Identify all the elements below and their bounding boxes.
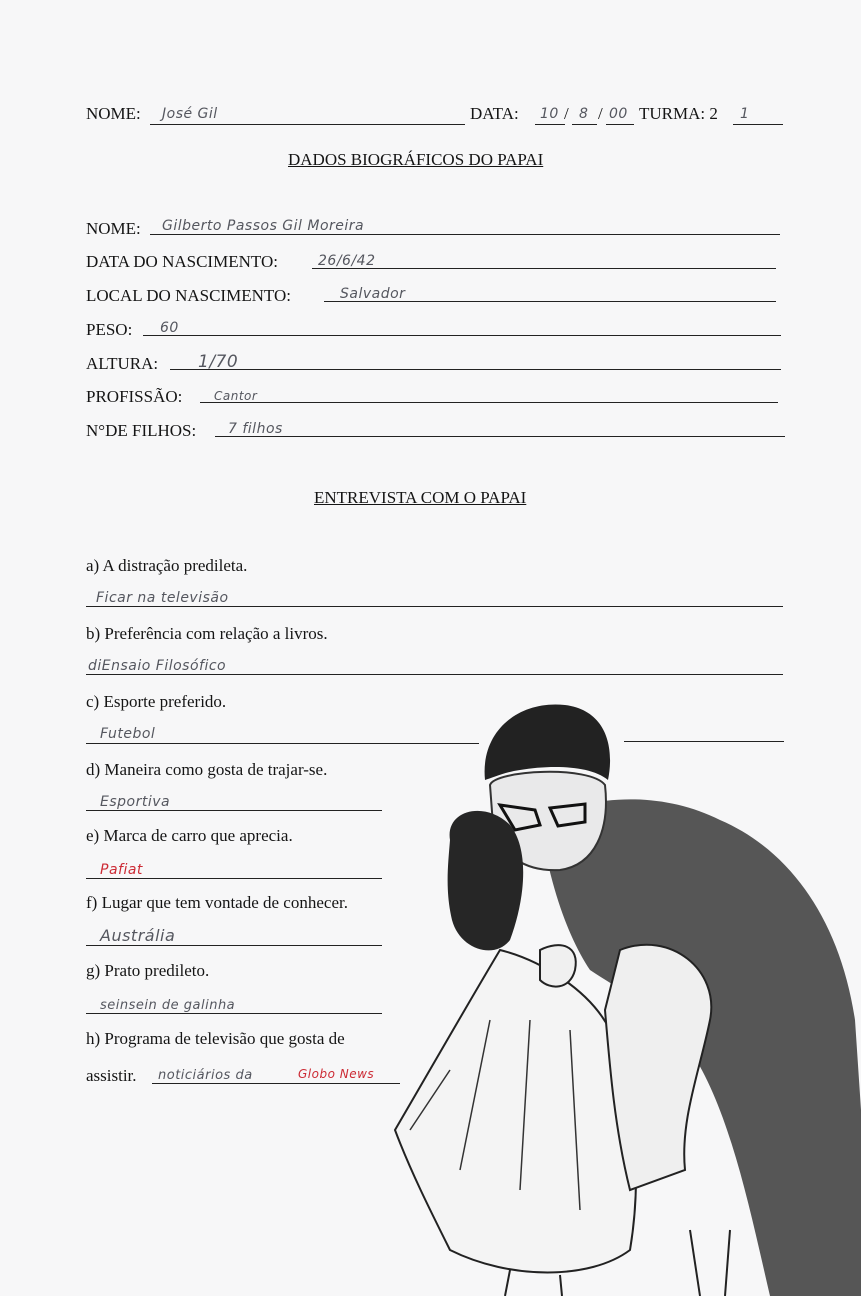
date-day: 10: [540, 106, 559, 122]
bio-field-value: 1/70: [198, 352, 239, 372]
date-label: DATA:: [470, 104, 519, 123]
answer-text: Esportiva: [100, 794, 171, 810]
child-dress: [395, 950, 636, 1273]
date-day-rule: [535, 124, 565, 125]
interview-heading: ENTREVISTA COM O PAPAI: [314, 488, 527, 507]
bio-field-label: PROFISSÃO:: [86, 387, 183, 406]
answer-text: seinsein de galinha: [100, 998, 236, 1013]
bio-field-rule: [312, 268, 776, 269]
bio-field-label: LOCAL DO NASCIMENTO:: [86, 286, 291, 305]
answer-text: Ficar na televisão: [96, 590, 229, 606]
bio-field-value: Salvador: [340, 286, 406, 302]
question-text-cont: assistir.: [86, 1066, 137, 1085]
answer-rule: [86, 810, 382, 811]
bio-field-rule: [143, 335, 781, 336]
question-text: c) Esporte preferido.: [86, 692, 227, 711]
question-text: h) Programa de televisão que gosta de: [86, 1029, 345, 1048]
bio-field-rule: [170, 369, 781, 370]
answer-rule: [86, 945, 382, 946]
answer-rule: [86, 674, 783, 675]
class-value: 1: [740, 106, 750, 122]
answer-rule: [86, 606, 783, 607]
student-name-label: NOME:: [86, 104, 141, 123]
class-label: TURMA: 2: [639, 104, 718, 123]
date-sep-2: /: [598, 104, 603, 123]
bio-field-value: Gilberto Passos Gil Moreira: [162, 218, 365, 234]
child-hair: [448, 811, 524, 951]
answer-text: diEnsaio Filosófico: [88, 658, 227, 674]
father-hugging-child-illustration: [390, 690, 861, 1296]
answer-text-red: Globo News: [298, 1067, 375, 1081]
student-name-rule: [150, 124, 465, 125]
date-sep-1: /: [564, 104, 569, 123]
bio-field-rule: [215, 436, 785, 437]
answer-text: Futebol: [100, 726, 156, 742]
father-hair: [485, 704, 610, 780]
date-month-rule: [572, 124, 597, 125]
bio-field-label: PESO:: [86, 320, 133, 339]
date-year-rule: [606, 124, 634, 125]
bio-field-value: 7 filhos: [228, 421, 283, 437]
bio-heading: DADOS BIOGRÁFICOS DO PAPAI: [288, 150, 544, 169]
bio-field-label: N°DE FILHOS:: [86, 421, 197, 440]
bio-field-rule: [200, 402, 778, 403]
question-text: b) Preferência com relação a livros.: [86, 624, 328, 643]
answer-text: Austrália: [100, 926, 176, 945]
date-month: 8: [579, 106, 589, 122]
answer-text: Pafiat: [100, 862, 143, 878]
bio-field-label: DATA DO NASCIMENTO:: [86, 252, 278, 271]
date-year: 00: [609, 106, 628, 122]
bio-field-value: 60: [160, 320, 179, 336]
question-text: a) A distração predileta.: [86, 556, 248, 575]
student-name-value: José Gil: [162, 106, 218, 122]
bio-field-label: ALTURA:: [86, 354, 159, 373]
question-text: g) Prato predileto.: [86, 961, 210, 980]
bio-field-label: NOME:: [86, 219, 141, 238]
child-hands: [540, 945, 576, 986]
answer-text: noticiários da: [158, 1068, 253, 1083]
answer-rule: [86, 878, 382, 879]
question-text: f) Lugar que tem vontade de conhecer.: [86, 893, 348, 912]
question-text: e) Marca de carro que aprecia.: [86, 826, 293, 845]
question-text: d) Maneira como gosta de trajar-se.: [86, 760, 328, 779]
class-rule: [733, 124, 783, 125]
bio-field-rule: [150, 234, 780, 235]
bio-field-value: 26/6/42: [318, 253, 376, 269]
bio-field-value: Cantor: [214, 389, 258, 403]
